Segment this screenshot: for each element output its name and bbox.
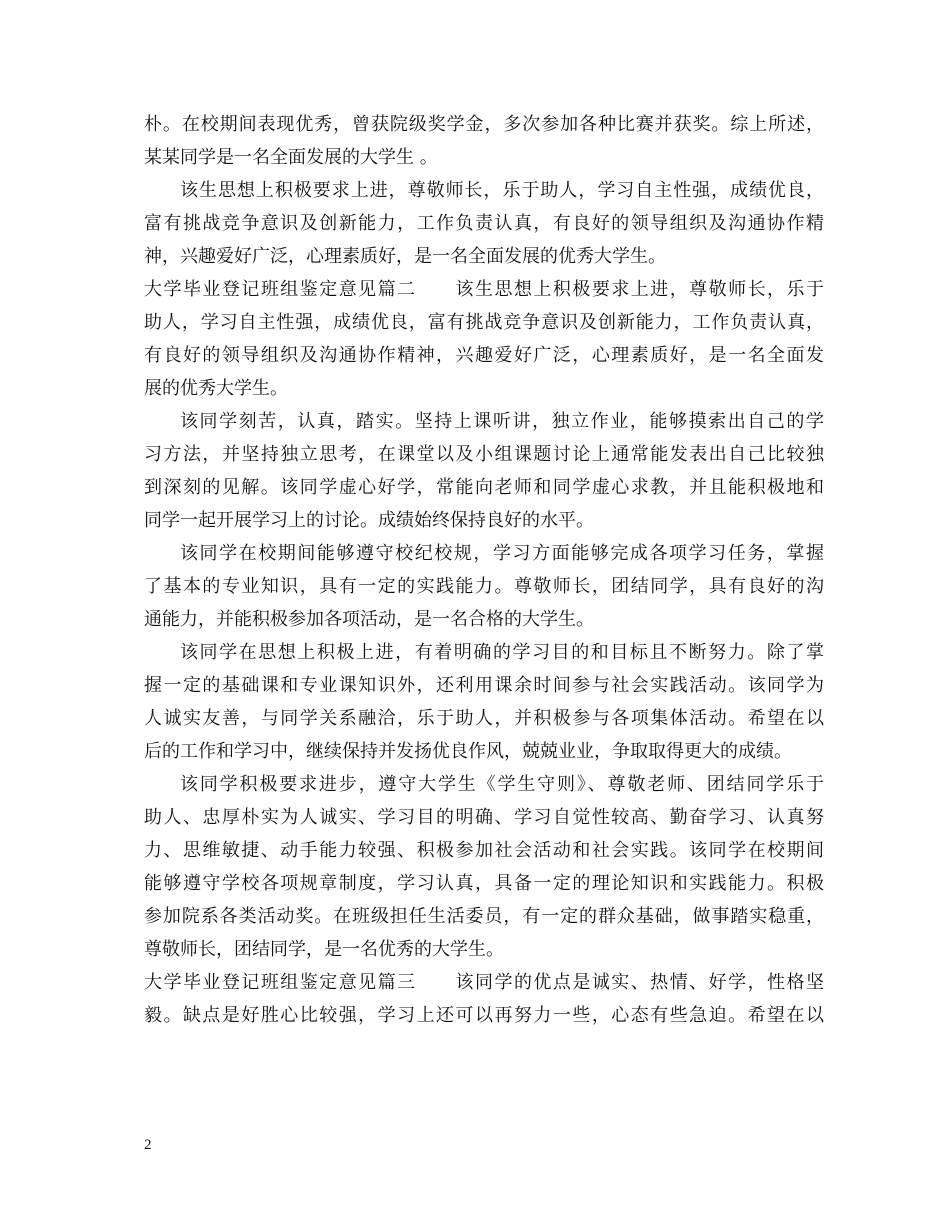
text-line: 神，兴趣爱好广泛，心理素质好，是一名全面发展的优秀大学生。 (144, 246, 666, 267)
text-line: 朴。在校期间表现优秀，曾获院级奖学金，多次参加各种比赛并获奖。综上所述， (144, 114, 824, 135)
text-line: 该同学在校期间能够遵守校纪校规，学习方面能够完成各项学习任务，掌握 (180, 543, 824, 564)
text-line: 能够遵守学校各项规章制度，学习认真，具备一定的理论知识和实践能力。积极 (144, 873, 824, 894)
document-body (144, 108, 824, 1032)
text-line: 大学毕业登记班组鉴定意见篇三 该同学的优点是诚实、热情、好学，性格坚 (144, 972, 824, 993)
text-line: 力、思维敏捷、动手能力较强、积极参加社会活动和社会实践。该同学在校期间 (144, 840, 824, 861)
text-line: 毅。缺点是好胜心比较强，学习上还可以再努力一些，心态有些急迫。希望在以 (144, 1005, 824, 1026)
text-line: 同学一起开展学习上的讨论。成绩始终保持良好的水平。 (144, 510, 594, 531)
text-line: 该同学积极要求进步，遵守大学生《学生守则》、尊敬老师、团结同学乐于 (180, 774, 824, 795)
text-line: 该同学在思想上积极上进，有着明确的学习目的和目标且不断努力。除了掌 (180, 642, 824, 663)
text-line: 了基本的专业知识，具有一定的实践能力。尊敬师长，团结同学，具有良好的沟 (144, 576, 824, 597)
text-line: 人诚实友善，与同学关系融洽，乐于助人，并积极参与各项集体活动。希望在以 (144, 708, 824, 729)
text-line: 尊敬师长，团结同学，是一名优秀的大学生。 (144, 939, 504, 960)
text-line: 有良好的领导组织及沟通协作精神，兴趣爱好广泛，心理素质好，是一名全面发 (144, 345, 824, 366)
text-line: 参加院系各类活动奖。在班级担任生活委员，有一定的群众基础，做事踏实稳重， (144, 906, 824, 927)
text-line: 通能力，并能积极参加各项活动，是一名合格的大学生。 (144, 609, 594, 630)
text-line: 该生思想上积极要求上进，尊敬师长，乐于助人，学习自主性强，成绩优良， (180, 180, 824, 201)
text-line: 习方法，并坚持独立思考，在课堂以及小组课题讨论上通常能发表出自己比较独 (144, 444, 824, 465)
text-line: 握一定的基础课和专业课知识外，还利用课余时间参与社会实践活动。该同学为 (144, 675, 824, 696)
page-number: 2 (144, 1137, 152, 1153)
text-line: 展的优秀大学生。 (144, 378, 288, 399)
text-line: 到深刻的见解。该同学虚心好学，常能向老师和同学虚心求教，并且能积极地和 (144, 477, 824, 498)
text-line: 该同学刻苦，认真，踏实。坚持上课听讲，独立作业，能够摸索出自己的学 (180, 411, 824, 432)
text-line: 助人、忠厚朴实为人诚实、学习目的明确、学习自觉性较高、勤奋学习、认真努 (144, 807, 824, 828)
text-line: 某某同学是一名全面发展的大学生 。 (144, 147, 438, 168)
text-line: 富有挑战竞争意识及创新能力，工作负责认真，有良好的领导组织及沟通协作精 (144, 213, 824, 234)
text-line: 大学毕业登记班组鉴定意见篇二 该生思想上积极要求上进，尊敬师长，乐于 (144, 279, 824, 300)
text-line: 助人，学习自主性强，成绩优良，富有挑战竞争意识及创新能力，工作负责认真， (144, 312, 824, 333)
text-line: 后的工作和学习中，继续保持并发扬优良作风，兢兢业业，争取取得更大的成绩。 (144, 741, 792, 762)
